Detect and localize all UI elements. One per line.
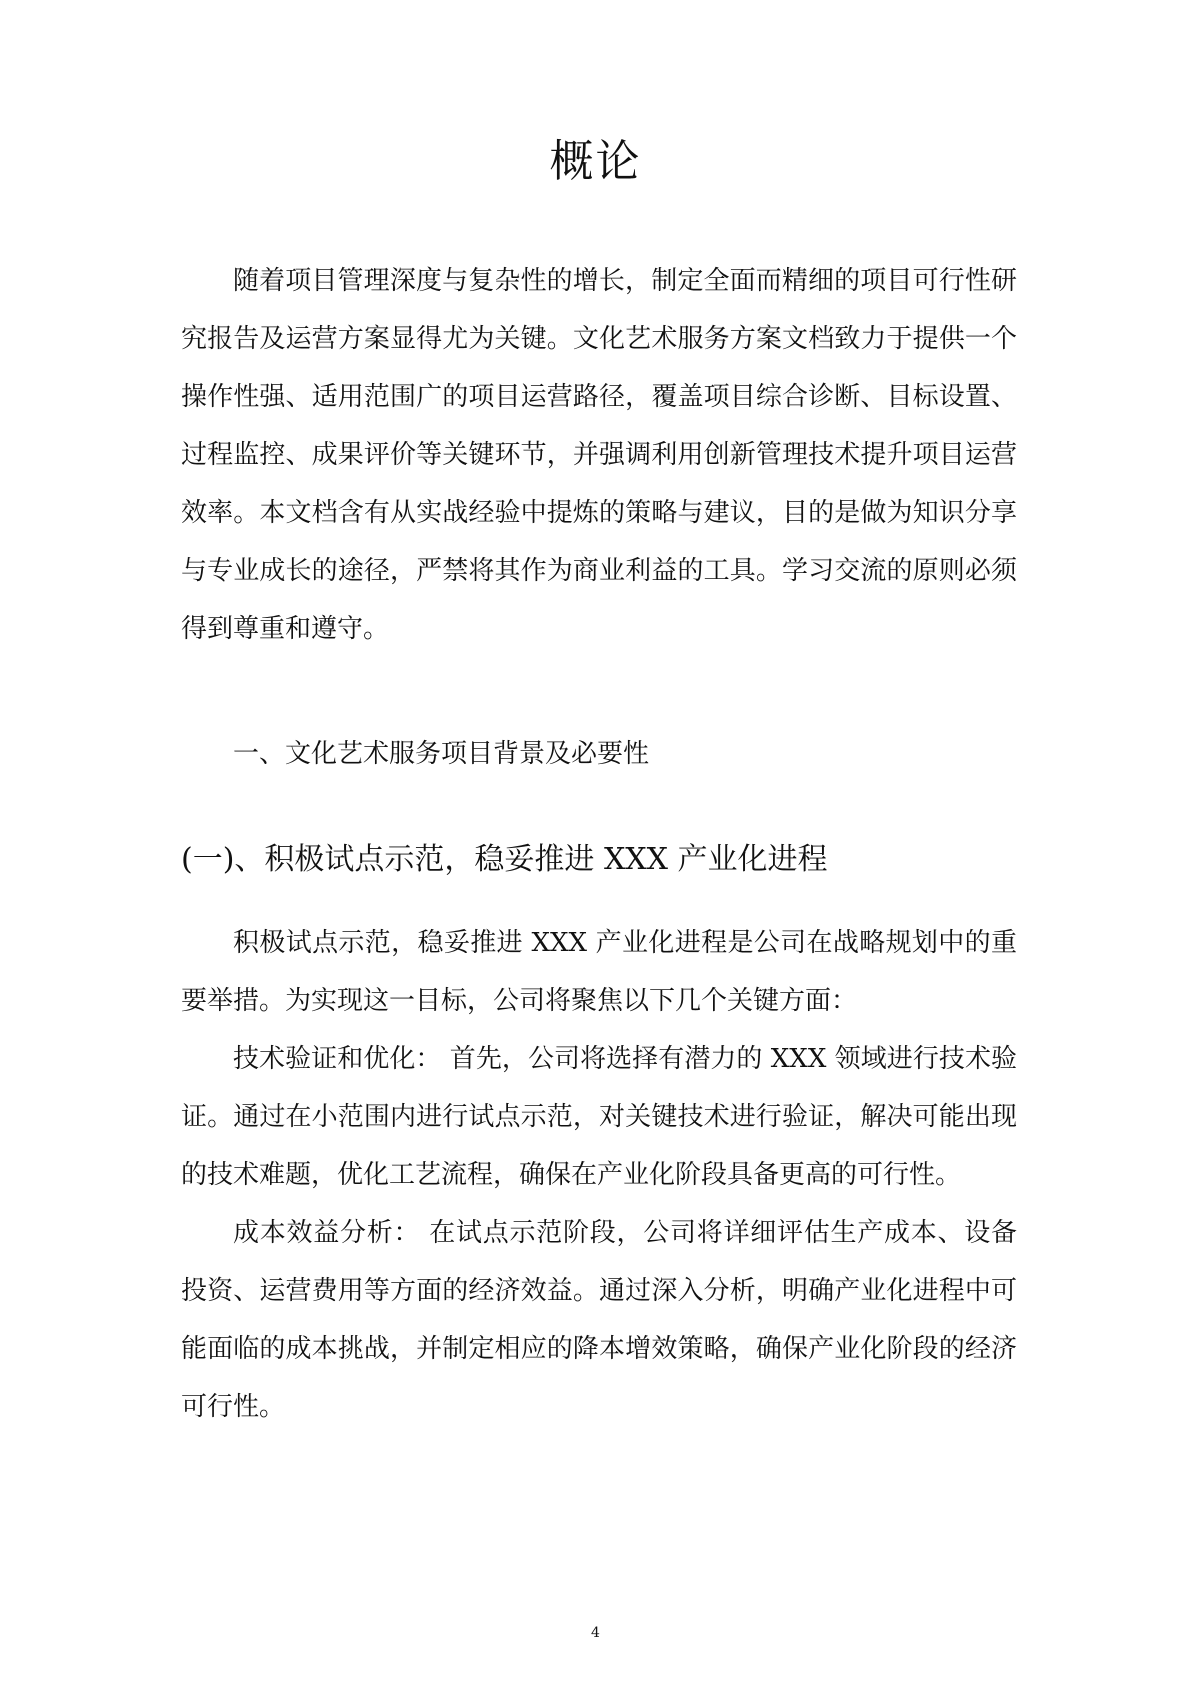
subsection-heading: (一)、积极试点示范，稳妥推进 XXX 产业化进程 [181,842,828,877]
page-number: 4 [591,1625,600,1641]
section-body [181,914,1017,1436]
intro-section [181,252,1017,658]
section-heading: 一、文化艺术服务项目背景及必要性 [233,739,650,769]
body-paragraph-3: 成本效益分析： 在试点示范阶段，公司将详细评估生产成本、设备投资、运营费用等方面的经济效益。通过深入分析，明确产业化进程中可能面临的成本挑战，并制定相应的降本增效策略，确保产业化阶段的经济可行性。 [181,1218,1017,1422]
body-paragraph-2: 技术验证和优化： 首先，公司将选择有潜力的 XXX 领域进行技术验证。通过在小范围内进行试点示范，对关键技术进行验证，解决可能出现的技术难题，优化工艺流程，确保在产业化阶段具备更高的可行性。 [181,1044,1017,1190]
body-paragraph-1: 积极试点示范，稳妥推进 XXX 产业化进程是公司在战略规划中的重要举措。为实现这一目标，公司将聚焦以下几个关键方面： [181,928,1017,1016]
intro-paragraph: 随着项目管理深度与复杂性的增长，制定全面而精细的项目可行性研究报告及运营方案显得尤为关键。文化艺术服务方案文档致力于提供一个操作性强、适用范围广的项目运营路径，覆盖项目综合诊断、目标设置、过程监控、成果评价等关键环节，并强调利用创新管理技术提升项目运营效率。本文档含有从实战经验中提炼的策略与建议，目的是做为知识分享与专业成长的途径，严禁将其作为商业利益的工具。学习交流的原则必须得到尊重和遵守。 [181,266,1017,644]
page-title: 概论 [549,136,642,187]
